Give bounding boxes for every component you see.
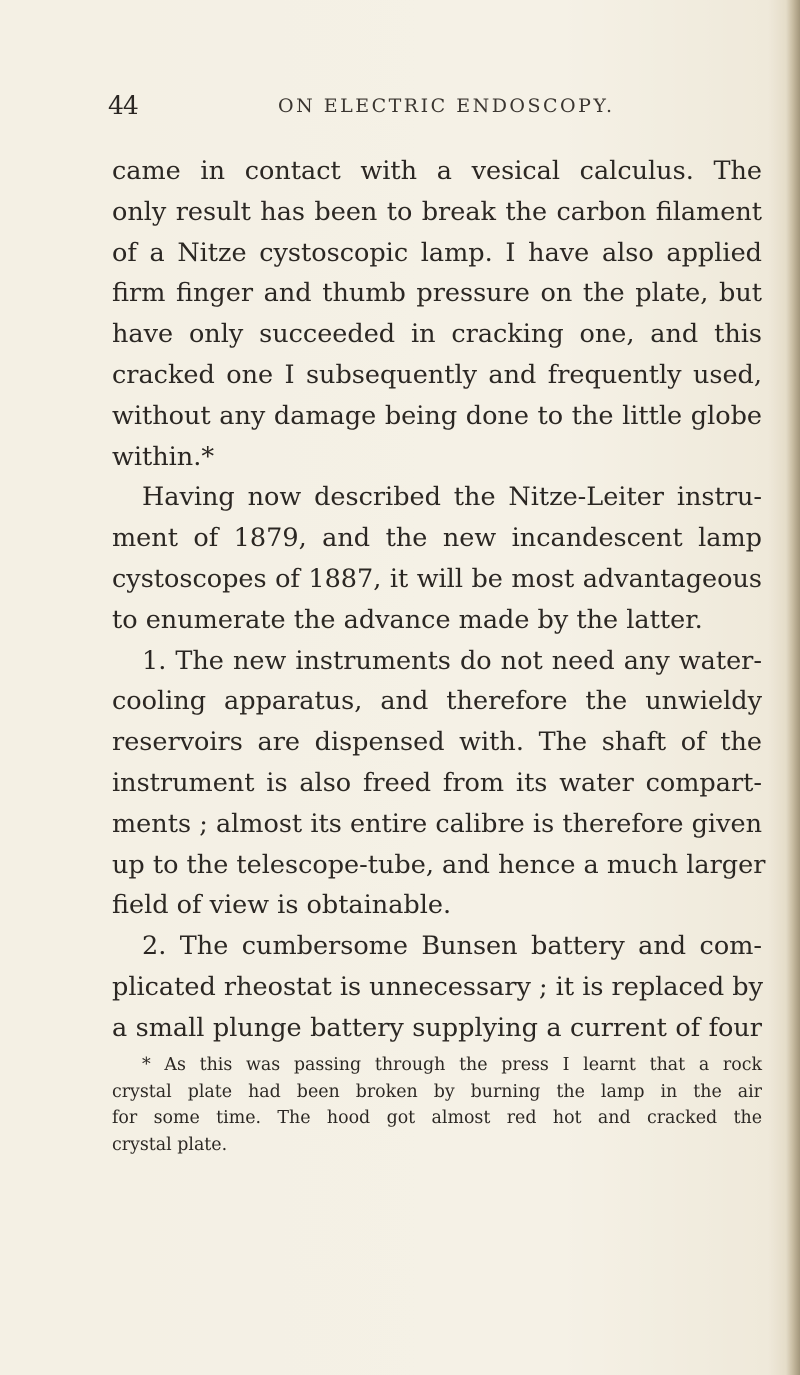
- text-line: 2. The cumbersome Bunsen battery and com-: [142, 931, 762, 962]
- page-binding-shadow: [786, 0, 800, 1375]
- text-line: without any damage being done to the little globe: [112, 400, 762, 431]
- text-line: have only succeeded in cracking one, and this: [112, 319, 762, 350]
- text-line: a small plunge battery supplying a current of four: [112, 1012, 762, 1043]
- footnote-line: crystal plate had been broken by burning the lamp in the air: [112, 1081, 762, 1102]
- text-line: to enumerate the advance made by the latter.: [112, 604, 703, 635]
- text-line: 1. The new instruments do not need any water-: [142, 645, 762, 676]
- text-line: cooling apparatus, and therefore the unwieldy: [112, 686, 762, 717]
- body-text: [112, 151, 766, 1049]
- footnote-line: * As this was passing through the press I learnt that a rock: [142, 1055, 762, 1075]
- text-line: plicated rheostat is unnecessary ; it is replaced by: [112, 971, 764, 1002]
- text-line: of a Nitze cystoscopic lamp. I have also applied: [112, 237, 762, 268]
- footnote: [112, 1052, 762, 1158]
- text-line: Having now described the Nitze-Leiter instru-: [142, 482, 762, 513]
- text-line: only result has been to break the carbon filament: [112, 196, 762, 227]
- text-line: cracked one I subsequently and frequently used,: [112, 359, 762, 390]
- text-line: field of view is obtainable.: [112, 890, 452, 921]
- text-line: cystoscopes of 1887, it will be most advantageous: [112, 563, 762, 594]
- text-line: ment of 1879, and the new incandescent lamp: [112, 523, 762, 554]
- text-line: within.*: [112, 441, 215, 472]
- text-line: ments ; almost its entire calibre is therefore given: [112, 808, 762, 839]
- footnote-line: for some time. The hood got almost red hot and cracked the: [112, 1108, 762, 1128]
- text-line: firm finger and thumb pressure on the plate, but: [112, 278, 762, 309]
- text-line: instrument is also freed from its water compart-: [112, 767, 762, 798]
- text-line: came in contact with a vesical calculus. The: [112, 156, 762, 186]
- text-line: reservoirs are dispensed with. The shaft of the: [112, 727, 762, 758]
- running-head: ON ELECTRIC ENDOSCOPY.: [278, 95, 615, 117]
- page-header: [108, 88, 728, 124]
- footnote-line: crystal plate.: [112, 1134, 228, 1155]
- page-number: 44: [108, 91, 138, 120]
- text-line: up to the telescope-tube, and hence a much larger: [112, 849, 766, 880]
